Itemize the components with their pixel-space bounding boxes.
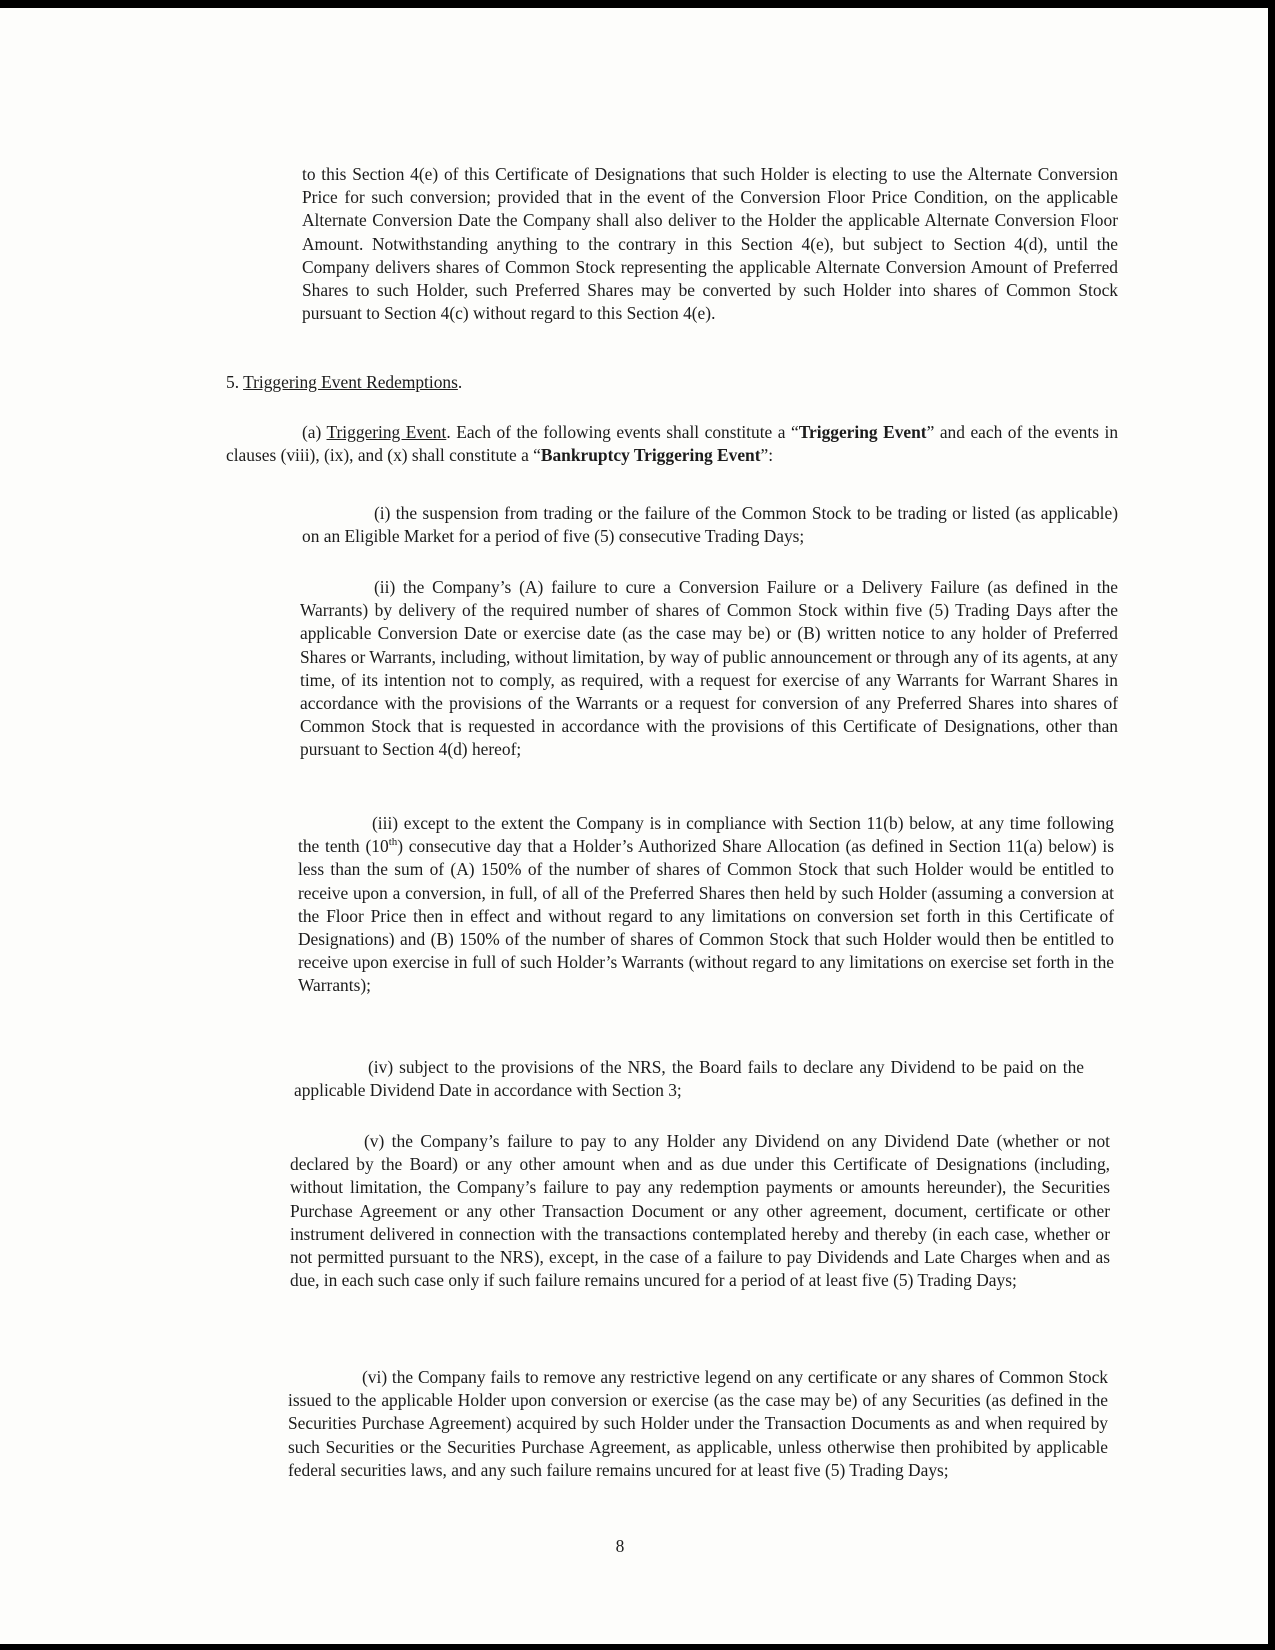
subsection-a-title: Triggering Event: [326, 422, 447, 442]
section-heading: [226, 371, 826, 394]
clause-iv: (iv) subject to the provisions of the NRS, the Board fails to declare any Dividend to be paid on the applicable Dividend Date in accordance with Section 3;: [294, 1057, 1084, 1101]
page-number: 8: [615, 1536, 625, 1556]
subsection-a: [226, 421, 1118, 467]
term-triggering-event: Triggering Event: [798, 422, 927, 442]
subsection-a-text-1: . Each of the following events shall constitute a “: [446, 422, 799, 442]
section-number: 5.: [226, 372, 244, 392]
subsection-a-text-2: ” and each of the events in clauses (viii), (ix), and (x) shall constitute a “: [226, 422, 1119, 466]
clause-iii-superscript: th: [388, 836, 398, 849]
clause-iii-text-a: (iii) except to the extent the Company is in compliance with Section 11(b) below, at any time following the tenth (10: [298, 813, 1114, 857]
clause-v: (v) the Company’s failure to pay to any Holder any Dividend on any Dividend Date (whether or not declared by the Board) or any other amount when and as due under this Certificate of Designations (including, without limitation, the Company’s failure to pay any redemption payments or amounts hereunder), the Securities Purchase Agreement or any other Transaction Document or any other agreement, document, certificate or other instrument delivered in connection with the transactions contemplated hereby and thereby (in each case, whether or not permitted pursuant to the NRS), except, in the case of a failure to pay Dividends and Late Charges when and as due, in each such case only if such failure remains uncured for a period of at least five (5) Trading Days;: [290, 1131, 1110, 1291]
term-bankruptcy-triggering-event: Bankruptcy Triggering Event: [540, 445, 761, 466]
subsection-a-label: (a): [302, 422, 327, 442]
subsection-a-text-3: ”:: [760, 445, 774, 466]
clause-i: (i) the suspension from trading or the failure of the Common Stock to be trading or listed (as applicable) on an Eligible Market for a period of five (5) consecutive Trading Days;: [302, 503, 1118, 547]
section-title: Triggering Event Redemptions: [243, 372, 458, 392]
document-page: [0, 8, 1268, 1644]
clause-iii-text-b: ) consecutive day that a Holder’s Authorized Share Allocation (as defined in Section 11(a) below) is less than the sum of (A) 150% of the number of shares of Common Stock that such Holder would be entitled to receive upon a conversion, in full, of all of the Preferred Shares then held by such Holder (assuming a conversion at the Floor Price then in effect and without regard to any limitations on conversion set forth in this Certificate of Designations) and (B) 150% of the number of shares of Common Stock that such Holder would then be entitled to receive upon exercise in full of such Holder’s Warrants (without regard to any limitations on exercise set forth in the Warrants);: [298, 836, 1114, 996]
clause-ii: (ii) the Company’s (A) failure to cure a Conversion Failure or a Delivery Failure (as defined in the Warrants) by delivery of the required number of shares of Common Stock within five (5) Trading Days after the applicable Conversion Date or exercise date (as the case may be) or (B) written notice to any holder of Preferred Shares or Warrants, including, without limitation, by way of public announcement or through any of its agents, at any time, of its intention not to comply, as required, with a request for exercise of any Warrants for Warrant Shares in accordance with the provisions of the Warrants or a request for conversion of any Preferred Shares into shares of Common Stock that is requested in accordance with the provisions of this Certificate of Designations, other than pursuant to Section 4(d) hereof;: [300, 577, 1118, 760]
section-heading-end: .: [457, 372, 463, 392]
clause-vi: (vi) the Company fails to remove any restrictive legend on any certificate or any shares of Common Stock issued to the applicable Holder upon conversion or exercise (as the case may be) of any Securities (as defined in the Securities Purchase Agreement) acquired by such Holder under the Transaction Documents as and when required by such Securities or the Securities Purchase Agreement, as applicable, unless otherwise then prohibited by applicable federal securities laws, and any such failure remains uncured for at least five (5) Trading Days;: [288, 1367, 1108, 1480]
continuation-paragraph: to this Section 4(e) of this Certificate of Designations that such Holder is electing to use the Alternate Conversion Price for such conversion; provided that in the event of the Conversion Floor Price Condition, on the applicable Alternate Conversion Date the Company shall also deliver to the Holder the applicable Alternate Conversion Floor Amount. Notwithstanding anything to the contrary in this Section 4(e), but subject to Section 4(d), until the Company delivers shares of Common Stock representing the applicable Alternate Conversion Amount of Preferred Shares to such Holder, such Preferred Shares may be converted by such Holder into shares of Common Stock pursuant to Section 4(c) without regard to this Section 4(e).: [302, 164, 1118, 324]
clause-iii: [298, 812, 1114, 998]
